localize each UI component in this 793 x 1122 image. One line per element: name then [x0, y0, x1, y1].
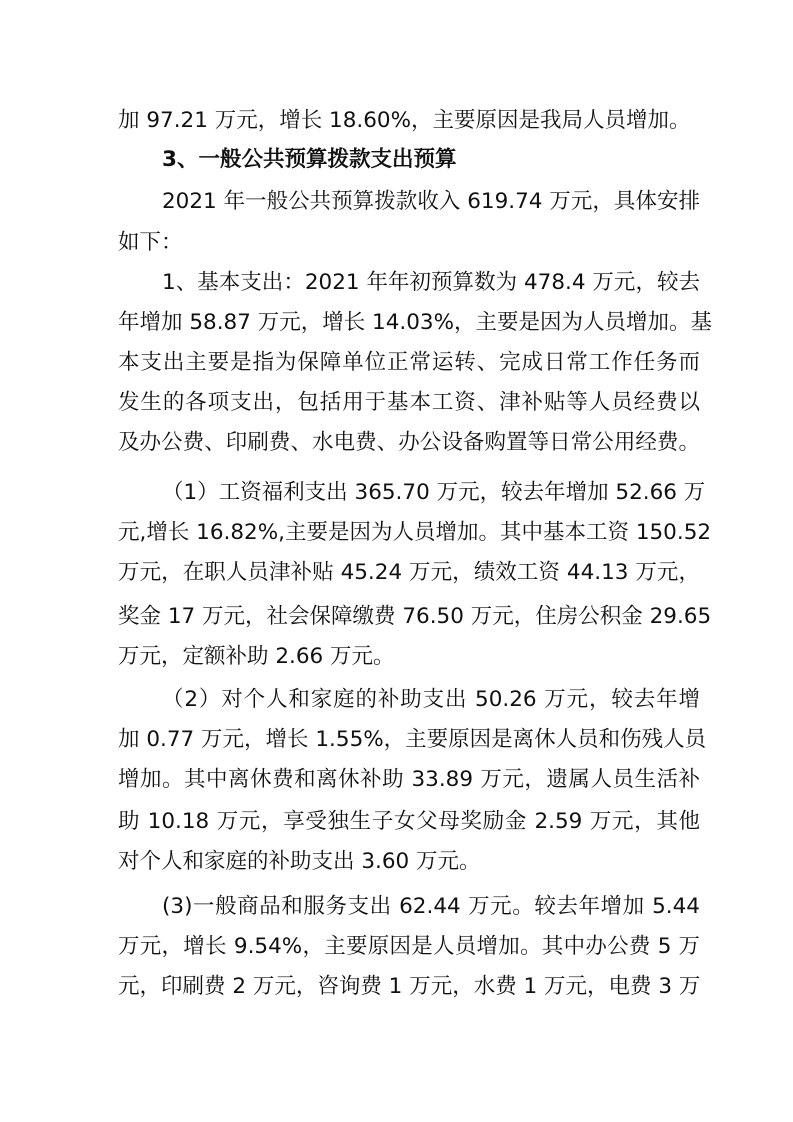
- text-line: 元，印刷费 2 万元，咨询费 1 万元，水费 1 万元，电费 3 万: [118, 974, 701, 999]
- text-line: 本支出主要是指为保障单位正常运转、完成日常工作任务而: [118, 350, 700, 375]
- text-line: 助 10.18 万元，享受独生子女父母奖励金 2.59 万元，其他: [118, 809, 700, 834]
- text-line: (3)一般商品和服务支出 62.44 万元。较去年增加 5.44: [162, 894, 700, 919]
- text-line: 元,增长 16.82%,主要是因为人员增加。其中基本工资 150.52: [118, 520, 712, 545]
- text-line: （1）工资福利支出 365.70 万元，较去年增加 52.66 万: [162, 480, 706, 505]
- text-line: 万元，在职人员津补贴 45.24 万元，绩效工资 44.13 万元，: [118, 560, 700, 585]
- text-line: 发生的各项支出，包括用于基本工资、津补贴等人员经费以: [118, 390, 700, 415]
- text-line: 如下：: [118, 230, 183, 255]
- text-line: 对个人和家庭的补助支出 3.60 万元。: [118, 849, 481, 874]
- text-line: 加 97.21 万元，增长 18.60%，主要原因是我局人员增加。: [118, 108, 691, 133]
- text-line: 加 0.77 万元，增长 1.55%，主要原因是离休人员和伤残人员: [118, 727, 707, 752]
- text-line: 年增加 58.87 万元，增长 14.03%，主要是因为人员增加。基: [118, 310, 713, 335]
- text-line: 2021 年一般公共预算拨款收入 619.74 万元，具体安排: [162, 189, 700, 214]
- text-line: 及办公费、印刷费、水电费、办公设备购置等日常公用经费。: [118, 430, 700, 455]
- text-line: 1、基本支出：2021 年年初预算数为 478.4 万元，较去: [162, 270, 700, 295]
- text-line: 增加。其中离休费和离休补助 33.89 万元，遗属人员生活补: [118, 767, 700, 792]
- text-line: 奖金 17 万元，社会保障缴费 76.50 万元，住房公积金 29.65: [118, 604, 712, 629]
- text-line: 万元，定额补助 2.66 万元。: [118, 644, 395, 669]
- text-line: （2）对个人和家庭的补助支出 50.26 万元，较去年增: [162, 687, 700, 712]
- section-heading: 3、一般公共预算拨款支出预算: [162, 147, 457, 172]
- text-line: 万元，增长 9.54%，主要原因是人员增加。其中办公费 5 万: [118, 934, 700, 959]
